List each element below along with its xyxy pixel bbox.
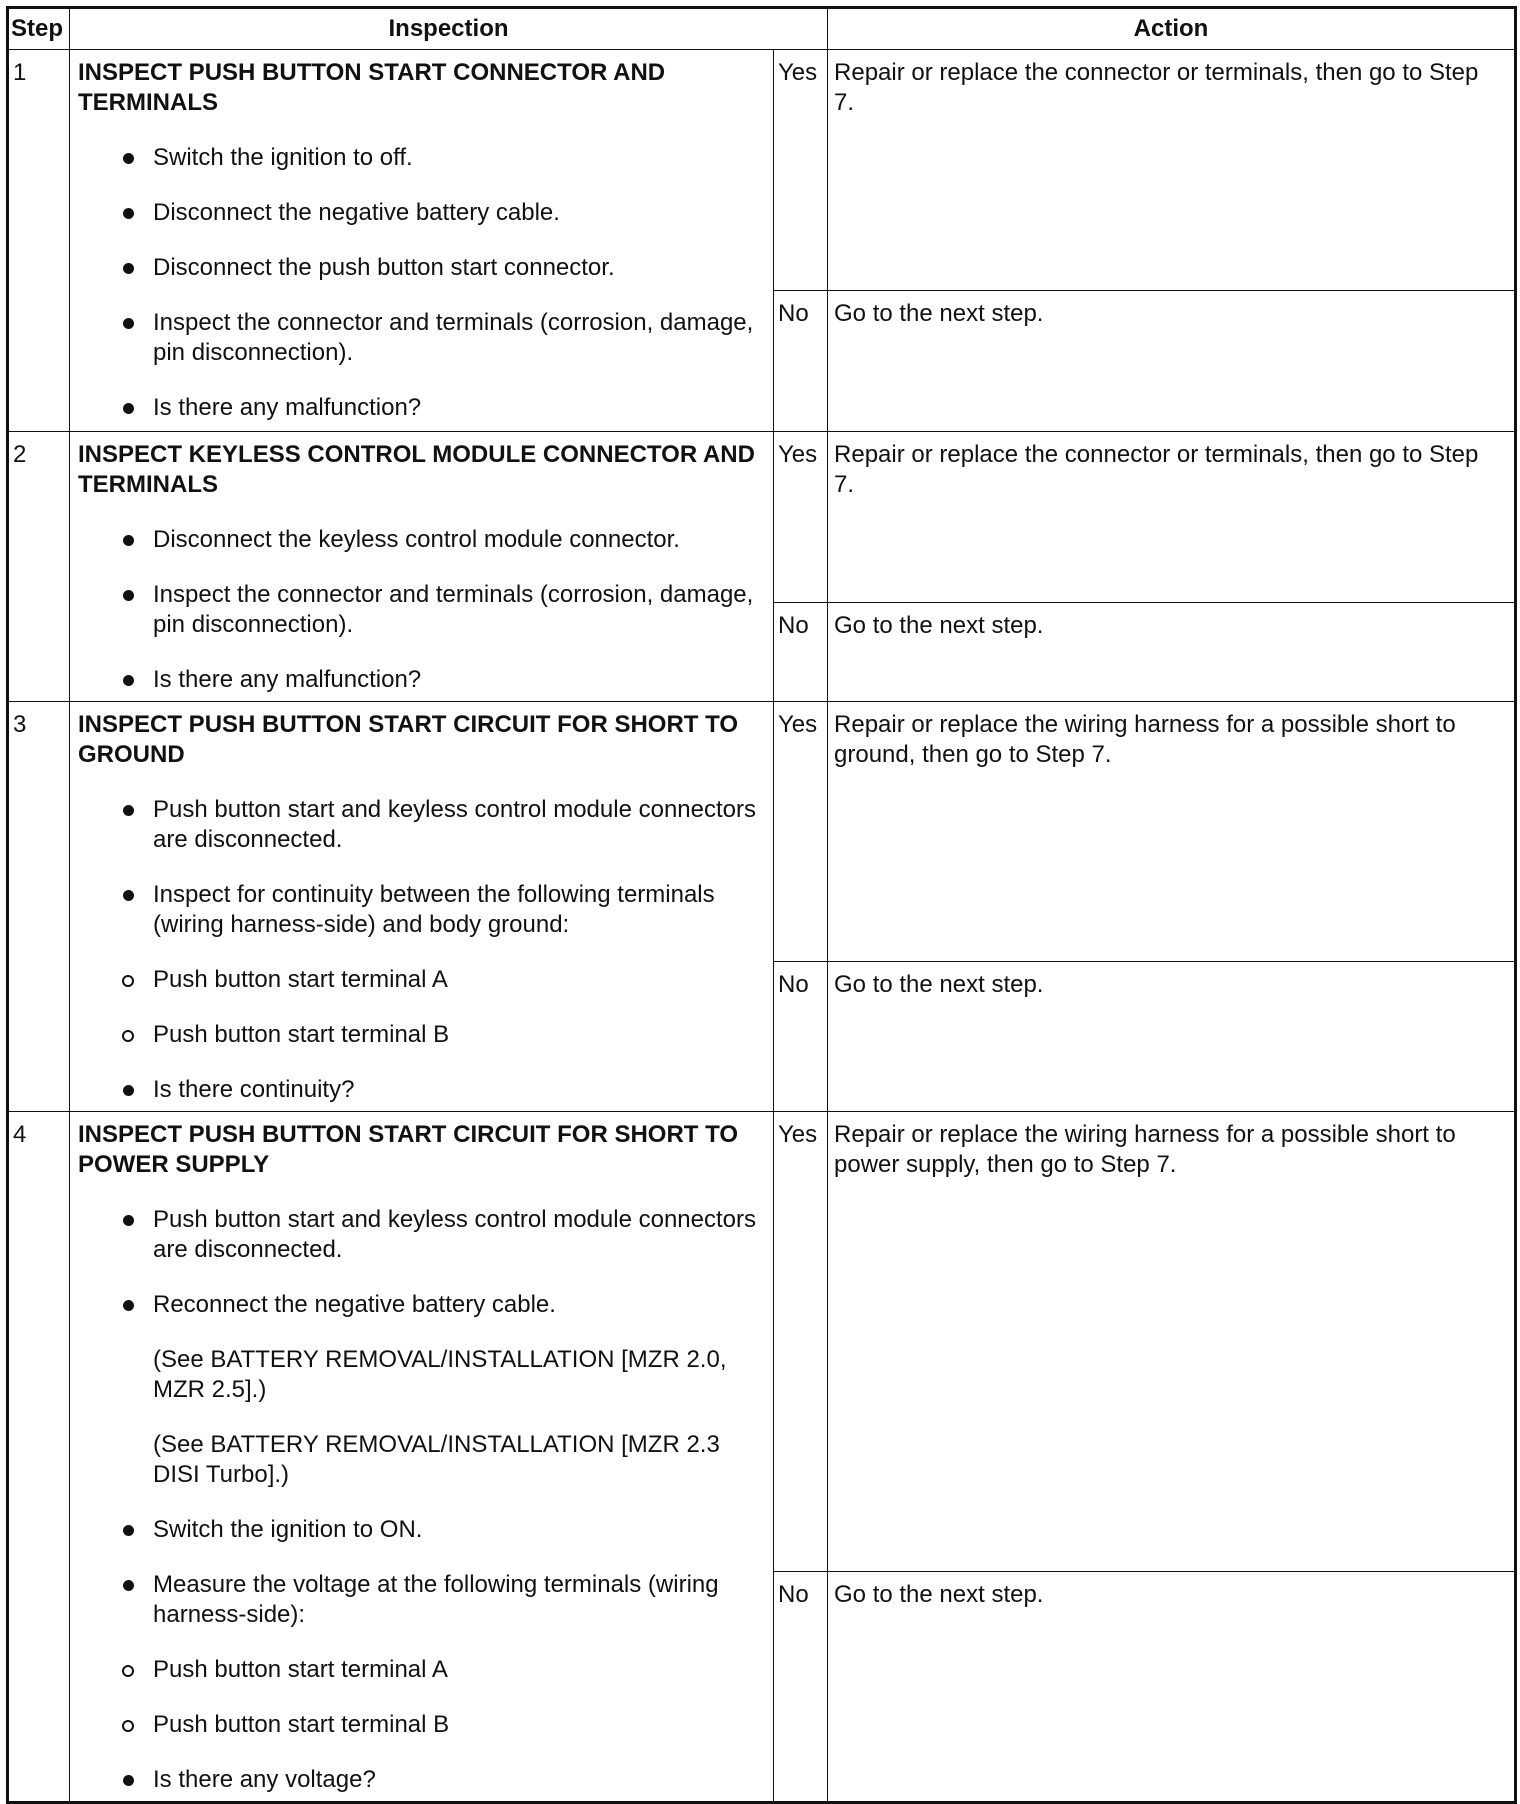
inspection-item: Reconnect the negative battery cable. bbox=[78, 1290, 761, 1320]
inspection-item: Is there any malfunction? bbox=[78, 665, 761, 695]
inspection-item: Push button start and keyless control module connectors are disconnected. bbox=[78, 1205, 761, 1265]
step-number: 1 bbox=[8, 50, 70, 432]
step-number: 2 bbox=[8, 432, 70, 702]
inspection-item: Switch the ignition to ON. bbox=[78, 1515, 761, 1545]
inspection-item: Is there any voltage? bbox=[78, 1765, 761, 1795]
terminal-item: Push button start terminal B bbox=[78, 1020, 761, 1050]
step-1-yes-row bbox=[8, 50, 1516, 291]
inspection-item: Inspect the connector and terminals (corrosion, damage, pin disconnection). bbox=[78, 308, 761, 368]
inspection-item: Push button start and keyless control module connectors are disconnected. bbox=[78, 795, 761, 855]
no-action: Go to the next step. bbox=[828, 961, 1516, 1111]
step-number: 4 bbox=[8, 1112, 70, 1803]
inspection-item: Is there any malfunction? bbox=[78, 393, 761, 423]
header-row bbox=[8, 8, 1516, 50]
step-2-yes-row bbox=[8, 432, 1516, 603]
inspection-item: Disconnect the keyless control module connector. bbox=[78, 525, 761, 555]
diagnostic-table bbox=[6, 6, 1517, 1804]
no-action: Go to the next step. bbox=[828, 291, 1516, 432]
step-column-header: Step bbox=[8, 8, 70, 50]
no-action: Go to the next step. bbox=[828, 603, 1516, 702]
yes-label: Yes bbox=[774, 432, 828, 603]
yes-action: Repair or replace the connector or terminals, then go to Step 7. bbox=[828, 432, 1516, 603]
step-2-inspection bbox=[70, 432, 774, 702]
inspection-item: Switch the ignition to off. bbox=[78, 143, 761, 173]
reference-note: (See BATTERY REMOVAL/INSTALLATION [MZR 2.0, MZR 2.5].) bbox=[153, 1346, 727, 1403]
yes-action: Repair or replace the wiring harness for a possible short to power supply, then go to Step 7. bbox=[828, 1112, 1516, 1572]
no-action: Go to the next step. bbox=[828, 1572, 1516, 1803]
inspection-item: Is there continuity? bbox=[78, 1075, 761, 1105]
yes-label: Yes bbox=[774, 1112, 828, 1572]
step-title: INSPECT PUSH BUTTON START CONNECTOR AND TERMINALS bbox=[78, 59, 666, 116]
terminal-item: Push button start terminal A bbox=[78, 965, 761, 995]
inspection-item: Inspect for continuity between the following terminals (wiring harness-side) and body ground: bbox=[78, 880, 761, 940]
yes-label: Yes bbox=[774, 50, 828, 291]
no-label: No bbox=[774, 603, 828, 702]
inspection-item: Disconnect the negative battery cable. bbox=[78, 198, 761, 228]
yes-action: Repair or replace the connector or terminals, then go to Step 7. bbox=[828, 50, 1516, 291]
yes-action: Repair or replace the wiring harness for a possible short to ground, then go to Step 7. bbox=[828, 702, 1516, 962]
step-title: INSPECT PUSH BUTTON START CIRCUIT FOR SHORT TO POWER SUPPLY bbox=[78, 1121, 739, 1178]
no-label: No bbox=[774, 1572, 828, 1803]
step-3-inspection bbox=[70, 702, 774, 1112]
step-1-inspection bbox=[70, 50, 774, 432]
step-4-inspection bbox=[70, 1112, 774, 1803]
inspection-column-header: Inspection bbox=[70, 8, 828, 50]
step-title: INSPECT KEYLESS CONTROL MODULE CONNECTOR AND TERMINALS bbox=[78, 441, 755, 498]
step-3-yes-row bbox=[8, 702, 1516, 962]
terminal-item: Push button start terminal B bbox=[78, 1710, 761, 1740]
inspection-item: Disconnect the push button start connector. bbox=[78, 253, 761, 283]
diagnostic-procedure bbox=[6, 6, 1517, 1804]
yes-label: Yes bbox=[774, 702, 828, 962]
terminal-item: Push button start terminal A bbox=[78, 1655, 761, 1685]
step-title: INSPECT PUSH BUTTON START CIRCUIT FOR SHORT TO GROUND bbox=[78, 711, 739, 768]
step-4-yes-row bbox=[8, 1112, 1516, 1572]
no-label: No bbox=[774, 291, 828, 432]
reference-note: (See BATTERY REMOVAL/INSTALLATION [MZR 2.3 DISI Turbo].) bbox=[153, 1431, 720, 1488]
step-number: 3 bbox=[8, 702, 70, 1112]
inspection-item: Inspect the connector and terminals (corrosion, damage, pin disconnection). bbox=[78, 580, 761, 640]
action-column-header: Action bbox=[828, 8, 1516, 50]
inspection-item: Measure the voltage at the following terminals (wiring harness-side): bbox=[78, 1570, 761, 1630]
no-label: No bbox=[774, 961, 828, 1111]
